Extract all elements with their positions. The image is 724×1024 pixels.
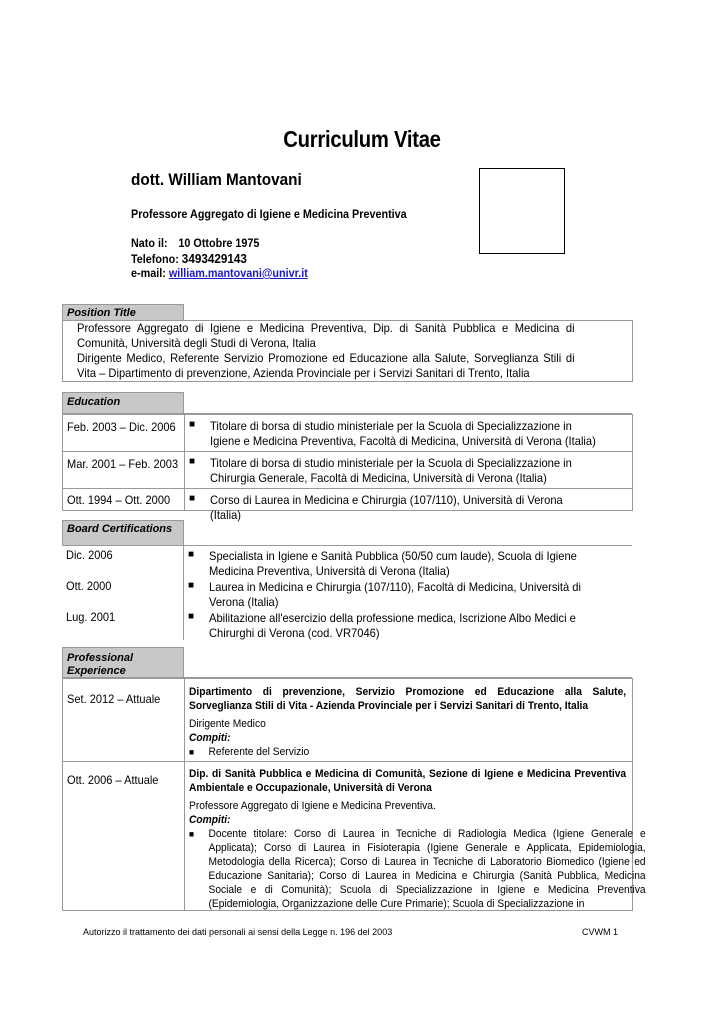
row-text: Laurea in Medicina e Chirurgia (107/110), Facoltà di Medicina, Università di Verona (Italia) — [209, 580, 581, 609]
section-heading-experience: Professional Experience — [62, 647, 184, 678]
experience-detail — [189, 767, 646, 911]
tasks-label: Compiti: — [189, 814, 231, 826]
organization: Dip. di Sanità Pubblica e Medicina di Comunità, Sezione di Igiene e Medicina Preventiva Ambientale e Occupazionale, Università di Verona — [189, 768, 627, 794]
row-text: Corso di Laurea in Medicina e Chirurgia (107/110), Università di Verona (Italia) — [210, 493, 563, 522]
experience-detail — [189, 685, 631, 759]
phone-value: 3493429143 — [181, 251, 247, 266]
row-date: Dic. 2006 — [66, 548, 113, 562]
email-link[interactable]: william.mantovani@univr.it — [168, 266, 308, 280]
table-row — [62, 414, 633, 452]
position-text — [77, 321, 575, 381]
row-text: Titolare di borsa di studio ministeriale per la Scuola di Specializzazione in Igiene e Medicina Preventiva, Facoltà di Medicina, Università di Verona (Italia) — [210, 419, 596, 448]
photo-placeholder — [479, 168, 565, 254]
column-divider — [184, 452, 185, 488]
email — [131, 266, 308, 280]
table-row — [62, 577, 633, 608]
position-line-1: Professore Aggregato di Igiene e Medicina Preventiva, Dip. di Sanità Pubblica e Medicina di Comunità, Università degli Studi di Verona, Italia — [77, 321, 575, 350]
email-label: e-mail: — [131, 266, 166, 280]
bullet-icon: ■ — [188, 611, 195, 622]
job-title: Dirigente Medico — [189, 718, 266, 730]
page-title: Curriculum Vitae — [283, 126, 441, 152]
column-divider — [184, 679, 185, 761]
position-line-2: Dirigente Medico, Referente Servizio Promozione ed Educazione alla Salute, Sorveglianza Stili di Vita – Dipartimento di prevenzione, Azienda Provinciale per i Servizi Sanitari di Trento, Italia — [77, 351, 575, 380]
birth-date-label: Nato il: — [131, 236, 168, 250]
task-item — [189, 745, 646, 759]
row-date: Set. 2012 – Attuale — [67, 692, 161, 706]
row-date: Ott. 1994 – Ott. 2000 — [67, 493, 171, 507]
table-row — [62, 678, 633, 762]
row-text: Titolare di borsa di studio ministeriale per la Scuola di Specializzazione in Chirurgia Generale, Facoltà di Medicina, Università di Verona (Italia) — [210, 456, 572, 485]
row-date: Lug. 2001 — [66, 610, 116, 624]
section-heading-position: Position Title — [62, 304, 184, 321]
section-heading-education: Education — [62, 392, 184, 414]
task-text: Referente del Servizio — [208, 746, 310, 758]
section-heading-board: Board Certifications — [62, 520, 184, 546]
row-text: Abilitazione all'esercizio della professione medica, Iscrizione Albo Medici e Chirurghi di Verona (cod. VR7046) — [209, 611, 576, 640]
row-date: Mar. 2001 – Feb. 2003 — [67, 457, 179, 471]
bullet-icon: ■ — [189, 747, 195, 757]
row-date: Ott. 2006 – Attuale — [67, 773, 159, 787]
bullet-icon: ■ — [189, 419, 196, 430]
bullet-icon: ■ — [189, 493, 196, 504]
table-row — [62, 546, 633, 577]
person-name: dott. William Mantovani — [131, 170, 302, 189]
person-role: Professore Aggregato di Igiene e Medicina Preventiva — [131, 207, 407, 221]
table-row — [62, 488, 633, 522]
column-divider — [184, 762, 185, 910]
tasks-label: Compiti: — [189, 732, 231, 744]
phone-label: Telefono: — [131, 252, 179, 266]
task-item — [189, 827, 646, 911]
column-divider — [184, 415, 185, 451]
row-date: Feb. 2003 – Dic. 2006 — [67, 420, 176, 434]
row-date: Ott. 2000 — [66, 579, 112, 593]
birth-date — [131, 236, 259, 250]
task-text: Docente titolare: Corso di Laurea in Tecniche di Radiologia Medica (Igiene Generale e Applicata); Corso di Laurea in Fisioterapia (Igiene Generale e Applicata, Epidemiologia, Metodologia della Ricerca); Corso di Laurea in Tecniche di Laboratorio Biomedico (Igiene ed Educazione Sanitaria); Corso di Laurea in Medicina e Chirurgia (Sanità Pubblica, Medicina Sociale e di Comunità); Scuola di Specializzazione in Igiene e Medicina Preventiva (Epidemiologia, Organizzazione delle Cure Primarie); Scuola di Specializzazione in — [208, 828, 646, 910]
birth-date-value: 10 Ottobre 1975 — [178, 236, 260, 250]
bullet-icon: ■ — [189, 829, 195, 839]
bullet-icon: ■ — [188, 580, 195, 591]
phone — [131, 251, 247, 266]
table-row — [62, 761, 646, 911]
job-title: Professore Aggregato di Igiene e Medicina Preventiva. — [189, 800, 436, 812]
row-text: Specialista in Igiene e Sanità Pubblica (50/50 cum laude), Scuola di Igiene Medicina Preventiva, Università di Verona (Italia) — [209, 549, 577, 578]
footer-consent: Autorizzo il trattamento dei dati personali ai sensi della Legge n. 196 del 2003 — [83, 927, 393, 937]
footer-page-code: CVWM 1 — [582, 927, 618, 937]
bullet-icon: ■ — [189, 456, 196, 467]
column-divider — [184, 489, 185, 510]
organization: Dipartimento di prevenzione, Servizio Promozione ed Educazione alla Salute, Sorveglianza Stili di Vita - Azienda Provinciale per i Servizi Sanitari di Trento, Italia — [189, 686, 627, 712]
table-row — [62, 608, 633, 640]
bullet-icon: ■ — [188, 549, 195, 560]
table-row — [62, 451, 633, 489]
